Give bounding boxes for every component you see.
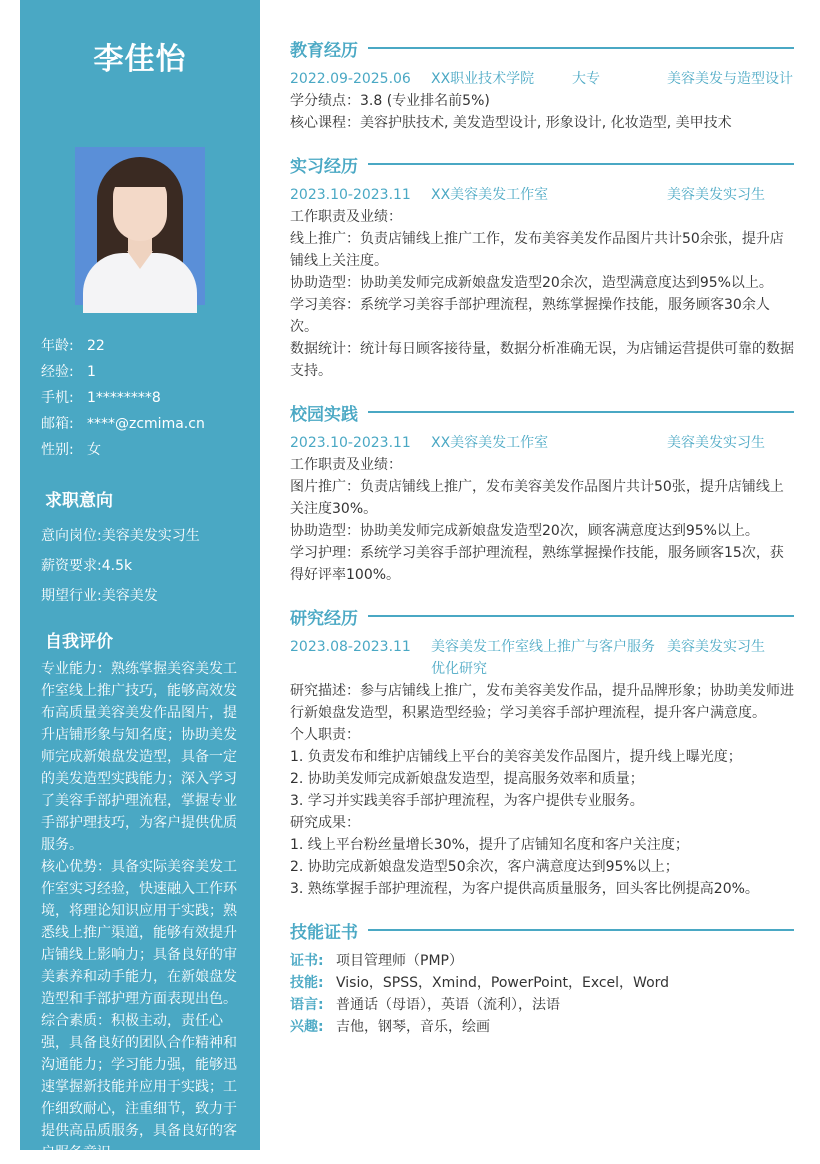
info-value: 22 [87, 338, 105, 354]
info-value: 女 [87, 442, 101, 458]
campus-date: 2023.10-2023.11 [290, 435, 411, 451]
info-label: 经验: [41, 364, 74, 380]
intent-salary [41, 551, 200, 581]
campus-line: 图片推广：负责店铺线上推广，发布美容美发作品图片共计50张，提升店铺线上关注度30%。 [290, 479, 784, 517]
sidebar [20, 0, 260, 1161]
intent-label: 期望行业: [41, 588, 102, 604]
campus-line: 学习护理：系统学习美容手部护理流程，熟练掌握操作技能，服务顾客15次，获得好评率100%。 [290, 545, 784, 583]
intent-value: 美容美发 [101, 588, 158, 604]
research-line: 3. 学习并实践美容手部护理流程，为客户提供专业服务。 [290, 793, 644, 809]
research-line: 研究描述：参与店铺线上推广，发布美容美发作品，提升品牌形象；协助美发师进行新娘盘发造型，积累造型经验；学习美容手部护理流程，提升客户满意度。 [290, 683, 794, 721]
intent-industry [41, 581, 200, 611]
skill-value: 吉他，钢琴，音乐，绘画 [336, 1019, 490, 1035]
campus-heading [290, 398, 794, 426]
intern-org: XX美容美发工作室 [431, 187, 549, 203]
personal-info [41, 333, 205, 463]
skill-certificate [290, 950, 794, 972]
research-line: 1. 线上平台粉丝量增长30%，提升了店铺知名度和客户关注度； [290, 837, 689, 853]
intern-line: 工作职责及业绩： [290, 209, 402, 225]
research-line: 2. 协助完成新娘盘发造型50余次，客户满意度达到95%以上； [290, 859, 679, 875]
section-divider [368, 411, 794, 413]
section-title: 技能证书 [290, 922, 358, 943]
info-experience [41, 359, 205, 385]
edu-major: 美容美发与造型设计 [667, 71, 793, 87]
info-label: 性别: [41, 442, 74, 458]
section-divider [368, 47, 794, 49]
info-value: 1********8 [87, 390, 161, 406]
info-email [41, 411, 205, 437]
skill-value: Visio，SPSS，Xmind，PowerPoint，Excel，Word [336, 975, 670, 991]
research-role: 美容美发实习生 [667, 639, 765, 655]
intern-role: 美容美发实习生 [667, 187, 765, 203]
research-heading [290, 602, 794, 630]
section-title: 教育经历 [290, 40, 358, 61]
info-gender [41, 437, 205, 463]
intent-value: 4.5k [101, 558, 133, 574]
internship-heading [290, 150, 794, 178]
skill-label: 技能: [290, 975, 324, 991]
section-divider [368, 929, 794, 931]
section-divider [368, 163, 794, 165]
intern-date: 2023.10-2023.11 [290, 187, 411, 203]
main-content [290, 34, 794, 1038]
internship-meta [290, 184, 794, 206]
intent-position [41, 521, 200, 551]
skill-label: 证书: [290, 953, 324, 969]
skill-interests [290, 1016, 794, 1038]
section-title: 校园实践 [290, 404, 358, 425]
self-eval-heading: 自我评价 [45, 632, 113, 652]
skill-tools [290, 972, 794, 994]
section-title: 研究经历 [290, 608, 358, 629]
skill-label: 语言: [290, 997, 324, 1013]
intent-label: 意向岗位: [41, 528, 102, 544]
intern-line: 学习美容：系统学习美容手部护理流程，熟练掌握操作技能，服务顾客30余人次。 [290, 297, 770, 335]
intent-label: 薪资要求: [41, 558, 102, 574]
education-heading [290, 34, 794, 62]
skill-value: 项目管理师（PMP） [336, 953, 463, 969]
info-age [41, 333, 205, 359]
research-line: 1. 负责发布和维护店铺线上平台的美容美发作品图片，提升线上曝光度； [290, 749, 742, 765]
intern-line: 数据统计：统计每日顾客接待量，数据分析准确无误，为店铺运营提供可靠的数据支持。 [290, 341, 794, 379]
edu-school: XX职业技术学院 [431, 71, 535, 87]
skill-label: 兴趣: [290, 1019, 324, 1035]
info-label: 年龄: [41, 338, 74, 354]
campus-meta [290, 432, 794, 454]
campus-line: 工作职责及业绩： [290, 457, 402, 473]
campus-org: XX美容美发工作室 [431, 435, 549, 451]
intern-line: 线上推广：负责店铺线上推广工作，发布美容美发作品图片共计50余张，提升店铺线上关注度。 [290, 231, 784, 269]
research-line: 2. 协助美发师完成新娘盘发造型，提高服务效率和质量； [290, 771, 644, 787]
research-line: 研究成果： [290, 815, 360, 831]
intent-heading: 求职意向 [45, 491, 113, 511]
eval-paragraph: 专业能力：熟练掌握美容美发工作室线上推广技巧，能够高效发布高质量美容美发作品图片，提升店铺形象与知名度；协助美发师完成新娘盘发造型，具备一定的美发造型实践能力；深入学习了美容手部护理流程，掌握专业手部护理技巧，为客户提供优质服务。 [41, 661, 237, 853]
edu-date: 2022.09-2025.06 [290, 71, 411, 87]
edu-line: 学分绩点：3.8 (专业排名前5%) [290, 93, 490, 109]
skill-language [290, 994, 794, 1016]
research-line: 个人职责： [290, 727, 360, 743]
eval-paragraph: 核心优势：具备实际美容美发工作室实习经验，快速融入工作环境，将理论知识应用于实践；熟悉线上推广渠道，能够有效提升店铺线上影响力；具备良好的审美素养和动手能力，在新娘盘发造型和手部护理方面表现出色。 [41, 859, 237, 1007]
education-meta [290, 68, 794, 90]
skill-value: 普通话（母语），英语（流利），法语 [336, 997, 560, 1013]
section-divider [368, 615, 794, 617]
info-phone [41, 385, 205, 411]
campus-line: 协助造型：协助美发师完成新娘盘发造型20次，顾客满意度达到95%以上。 [290, 523, 759, 539]
research-project: 美容美发工作室线上推广与客户服务优化研究 [431, 639, 655, 677]
intent-value: 美容美发实习生 [101, 528, 200, 544]
candidate-name: 李佳怡 [93, 42, 187, 77]
eval-paragraph: 综合素质：积极主动，责任心强，具备良好的团队合作精神和沟通能力；学习能力强，能够迅速掌握新技能并应用于实践；工作细致耐心，注重细节，致力于提供高品质服务，具备良好的客户服务意识。 [41, 1013, 237, 1161]
intern-line: 协助造型：协助美发师完成新娘盘发造型20余次，造型满意度达到95%以上。 [290, 275, 773, 291]
info-value: 1 [87, 364, 96, 380]
edu-degree: 大专 [572, 71, 600, 87]
job-intent [41, 521, 200, 611]
research-date: 2023.08-2023.11 [290, 639, 411, 655]
research-meta [290, 636, 794, 680]
campus-role: 美容美发实习生 [667, 435, 765, 451]
info-value: ****@zcmima.cn [87, 416, 205, 432]
skills-heading [290, 916, 794, 944]
section-title: 实习经历 [290, 156, 358, 177]
skills-list [290, 950, 794, 1038]
info-label: 邮箱: [41, 416, 74, 432]
edu-line: 核心课程：美容护肤技术, 美发造型设计, 形象设计, 化妆造型, 美甲技术 [290, 115, 732, 131]
profile-photo [75, 147, 205, 305]
self-evaluation [41, 658, 243, 1164]
research-line: 3. 熟练掌握手部护理流程，为客户提供高质量服务，回头客比例提高20%。 [290, 881, 759, 897]
info-label: 手机: [41, 390, 74, 406]
